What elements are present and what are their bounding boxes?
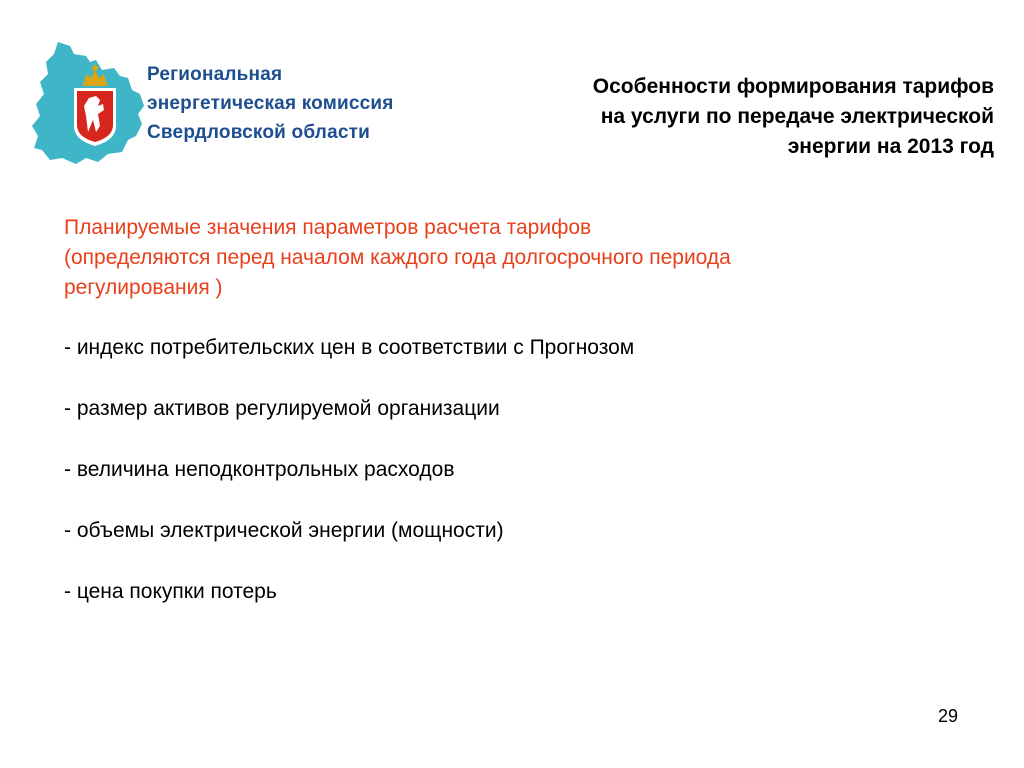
organization-name-line-1: Региональная [147,64,283,85]
intro-line-3: регулирования ) [64,276,223,299]
organization-name-line-3: Свердловской области [147,122,370,143]
slide-content [64,213,964,638]
list-item: - индекс потребительских цен в соответствии с Прогнозом [64,336,635,359]
slide-title [474,72,994,162]
organization-name [147,60,394,147]
parameter-list [64,333,964,607]
intro-text [64,213,964,303]
list-item: - величина неподконтрольных расходов [64,458,455,481]
slide-title-line-3: энергии на 2013 год [787,135,994,158]
intro-line-1: Планируемые значения параметров расчета тарифов [64,216,592,239]
organization-name-line-2: энергетическая комиссия [147,93,394,114]
slide-title-line-1: Особенности формирования тарифов [592,75,994,98]
slide-title-line-2: на услуги по передаче электрической [600,105,994,128]
list-item: - объемы электрической энергии (мощности) [64,519,504,542]
list-item: - размер активов регулируемой организации [64,397,500,420]
intro-line-2: (определяются перед началом каждого года долгосрочного периода [64,246,731,269]
page-number: 29 [938,706,959,726]
region-map-logo [28,40,148,166]
list-item: - цена покупки потерь [64,580,277,603]
